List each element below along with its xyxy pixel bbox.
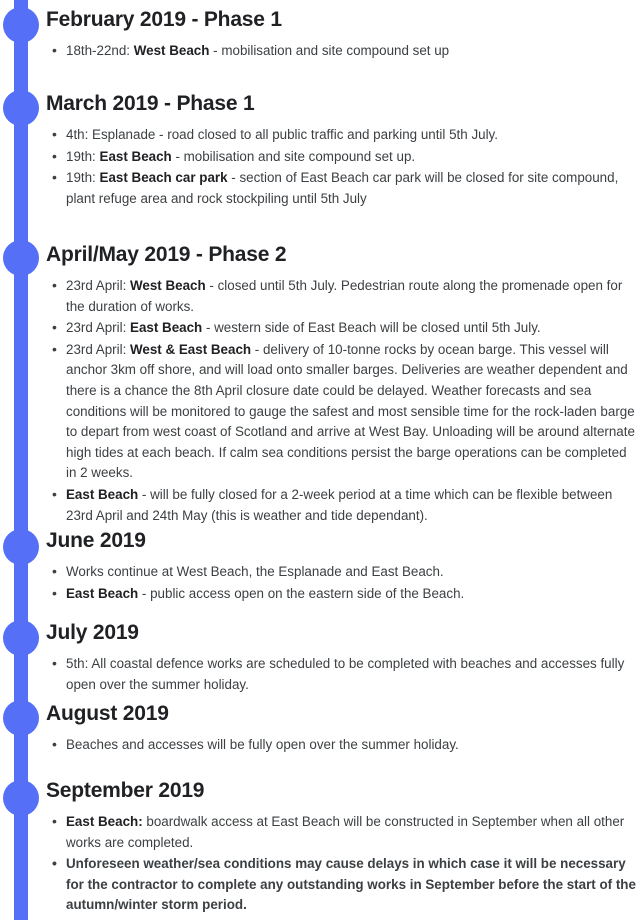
- bullet-emphasis: East Beach:: [66, 814, 143, 830]
- section-heading-february-2019: February 2019 - Phase 1: [46, 8, 282, 31]
- timeline-section-february-2019: [46, 8, 640, 63]
- section-heading-july-2019: July 2019: [46, 621, 139, 644]
- bullet-item: [66, 584, 640, 605]
- timeline-node-april-may-2019: [3, 240, 39, 276]
- bullet-text: - will be fully closed for a 2-week period at a time which can be flexible between 23rd April and 24th May (this is weather and tide dependant).: [66, 487, 613, 523]
- bullet-emphasis: East Beach car park: [99, 170, 228, 186]
- section-heading-june-2019: June 2019: [46, 529, 146, 552]
- bullet-item: [66, 147, 640, 168]
- bullet-text: 5th: All coastal defence works are scheduled to be completed with beaches and accesses fully open over the summer holiday.: [66, 656, 625, 692]
- section-bullet-list: [46, 276, 640, 526]
- bullet-text: Beaches and accesses will be fully open over the summer holiday.: [66, 737, 459, 753]
- timeline-section-july-2019: [46, 621, 640, 696]
- bullet-item: [66, 854, 640, 916]
- timeline-node-july-2019: [3, 620, 39, 656]
- bullet-emphasis: West Beach: [130, 278, 206, 294]
- section-bullet-list: [46, 735, 640, 756]
- timeline-section-march-2019: [46, 92, 640, 210]
- timeline-node-february-2019: [3, 7, 39, 43]
- section-bullet-list: [46, 41, 640, 62]
- bullet-item: [66, 812, 640, 853]
- timeline-section-august-2019: [46, 702, 640, 757]
- bullet-item: [66, 654, 640, 695]
- section-heading-september-2019: September 2019: [46, 779, 205, 802]
- section-bullet-list: [46, 562, 640, 604]
- bullet-item: [66, 41, 640, 62]
- timeline-node-august-2019: [3, 700, 39, 736]
- bullet-emphasis: East Beach: [130, 320, 203, 336]
- section-bullet-list: [46, 125, 640, 209]
- bullet-text: - delivery of 10-tonne rocks by ocean barge. This vessel will anchor 3km off shore, and will load onto smaller barges. Deliveries are weather dependent and there is a chance the 8th April closure date could be delayed. Weather forecasts and sea conditions will be monitored to gauge the safest and most sensible time for the rock-laden barge to depart from west coast of Scotland and arrive at West Bay. Unloading will be around alternate high tides at each beach. If calm sea conditions persist the barge operations can be completed in 2 weeks.: [66, 341, 635, 481]
- bullet-text: - closed until 5th July. Pedestrian route along the promenade open for the duration of works.: [66, 278, 623, 314]
- bullet-item: [66, 318, 640, 339]
- bullet-text: 4th: Esplanade - road closed to all public traffic and parking until 5th July.: [66, 127, 498, 143]
- bullet-item: [66, 485, 640, 526]
- timeline-section-april-may-2019: [46, 243, 640, 527]
- section-bullet-list: [46, 812, 640, 916]
- timeline-section-september-2019: [46, 779, 640, 917]
- bullet-text: 19th:: [66, 170, 100, 186]
- bullet-item: [66, 340, 640, 484]
- bullet-text: - section of East Beach car park will be closed for site compound, plant refuge area and rock stockpiling until 5th July: [66, 170, 619, 206]
- bullet-text: - mobilisation and site compound set up: [209, 43, 450, 59]
- bullet-emphasis: Unforeseen weather/sea conditions may cause delays in which case it will be necessary for the contractor to complete any outstanding works in September before the start of the autumn/winter storm period.: [66, 856, 636, 913]
- bullet-emphasis: West & East Beach: [130, 341, 252, 357]
- bullet-item: [66, 735, 640, 756]
- bullet-emphasis: East Beach: [99, 148, 172, 164]
- bullet-text: - mobilisation and site compound set up.: [171, 148, 416, 164]
- timeline-node-march-2019: [3, 90, 39, 126]
- bullet-emphasis: West Beach: [133, 43, 210, 59]
- timeline-section-june-2019: [46, 529, 640, 605]
- timeline-node-september-2019: [3, 780, 39, 816]
- bullet-emphasis: East Beach: [66, 487, 139, 503]
- bullet-text: 19th:: [66, 148, 100, 164]
- bullet-item: [66, 276, 640, 317]
- section-heading-april-may-2019: April/May 2019 - Phase 2: [46, 243, 287, 266]
- bullet-text: Works continue at West Beach, the Esplanade and East Beach.: [66, 564, 444, 580]
- bullet-text: 23rd April:: [66, 278, 131, 294]
- section-bullet-list: [46, 654, 640, 695]
- bullet-text: boardwalk access at East Beach will be constructed in September when all other works are completed.: [66, 814, 625, 850]
- bullet-text: - western side of East Beach will be closed until 5th July.: [202, 320, 541, 336]
- section-heading-august-2019: August 2019: [46, 702, 169, 725]
- bullet-item: [66, 562, 640, 583]
- section-heading-march-2019: March 2019 - Phase 1: [46, 92, 255, 115]
- bullet-text: 23rd April:: [66, 341, 131, 357]
- bullet-text: 23rd April:: [66, 320, 131, 336]
- bullet-item: [66, 168, 640, 209]
- timeline-node-june-2019: [3, 529, 39, 565]
- bullet-emphasis: East Beach: [66, 585, 139, 601]
- bullet-item: [66, 125, 640, 146]
- bullet-text: 18th-22nd:: [66, 43, 134, 59]
- bullet-text: - public access open on the eastern side of the Beach.: [138, 585, 465, 601]
